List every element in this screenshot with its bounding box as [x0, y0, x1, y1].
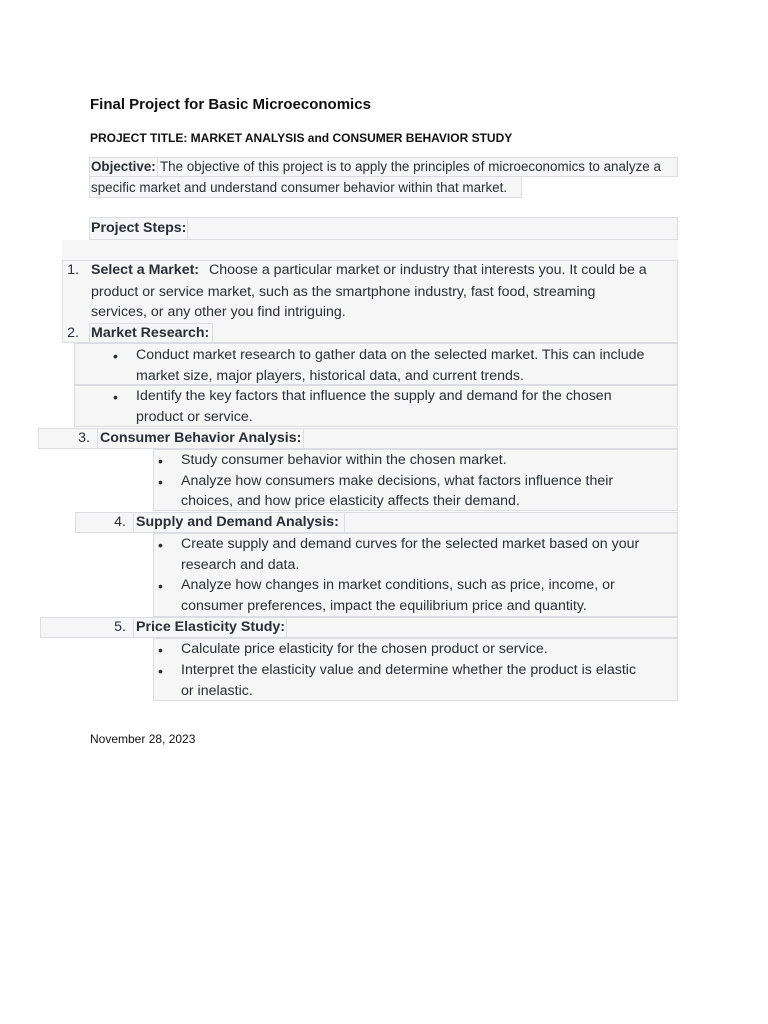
document-title: Final Project for Basic Microeconomics [90, 96, 371, 113]
step-5-bullet-1-marker: • [158, 642, 163, 658]
step-3-label: Consumer Behavior Analysis: [100, 430, 302, 446]
step-2-bullet-1-line-1: Conduct market research to gather data on the selected market. This can include [136, 347, 645, 363]
step-2-bullet-1-marker: • [113, 348, 118, 364]
step-3-bullet-1-marker: • [158, 453, 163, 469]
step-1-label: Select a Market: [91, 262, 200, 278]
step-4-bullet-2-line-2: consumer preferences, impact the equilibrium price and quantity. [181, 598, 587, 614]
step-1-line-3: services, or any other you find intriguing. [91, 304, 346, 320]
objective-label: Objective: [91, 159, 156, 174]
step-5-label: Price Elasticity Study: [136, 619, 286, 635]
project-title: PROJECT TITLE: MARKET ANALYSIS and CONSUMER BEHAVIOR STUDY [90, 131, 513, 145]
step-2-label: Market Research: [91, 325, 210, 341]
step-2-bullet-2-line-1: Identify the key factors that influence the supply and demand for the chosen [136, 388, 612, 404]
steps-spacer-band [62, 240, 678, 260]
step-1-line-1: Choose a particular market or industry that interests you. It could be a [209, 262, 647, 278]
step-1-line-2: product or service market, such as the smartphone industry, fast food, streaming [91, 284, 596, 300]
step-4-number: 4. [114, 514, 126, 530]
step-3-bullet-2-line-2: choices, and how price elasticity affects their demand. [181, 493, 520, 509]
step-3-bullet-2-marker: • [158, 474, 163, 490]
step-4-bullet-1-marker: • [158, 537, 163, 553]
step-4-bullet-1-line-1: Create supply and demand curves for the selected market based on your [181, 536, 640, 552]
step-5-bullet-2-line-1: Interpret the elasticity value and determine whether the product is elastic [181, 662, 637, 678]
step-3-bullet-1-line-1: Study consumer behavior within the chosen market. [181, 452, 507, 468]
objective-line-1: The objective of this project is to apply the principles of microeconomics to analyze a [160, 159, 661, 174]
step-4-bullet-2-marker: • [158, 578, 163, 594]
step-5-bullet-1-line-1: Calculate price elasticity for the chosen product or service. [181, 641, 548, 657]
step-2-bullet-1-line-2: market size, major players, historical data, and current trends. [136, 368, 524, 384]
step-4-label: Supply and Demand Analysis: [136, 514, 339, 530]
step-4-bullet-1-line-2: research and data. [181, 557, 300, 573]
step-5-bullet-2-marker: • [158, 663, 163, 679]
step-5-number: 5. [114, 619, 126, 635]
steps-heading: Project Steps: [91, 220, 187, 236]
step-4-bullet-2-line-1: Analyze how changes in market conditions, such as price, income, or [181, 577, 615, 593]
step-3-bullet-2-line-1: Analyze how consumers make decisions, what factors influence their [181, 473, 614, 489]
step-1-number: 1. [67, 262, 79, 278]
objective-line-2: specific market and understand consumer behavior within that market. [91, 180, 508, 195]
step-5-bullet-2-line-2: or inelastic. [181, 683, 253, 699]
step-2-number: 2. [67, 325, 79, 341]
step-2-bullet-2-marker: • [113, 389, 118, 405]
document-date: November 28, 2023 [90, 732, 196, 746]
step-2-bullet-2-line-2: product or service. [136, 409, 253, 425]
step-3-number: 3. [78, 430, 90, 446]
